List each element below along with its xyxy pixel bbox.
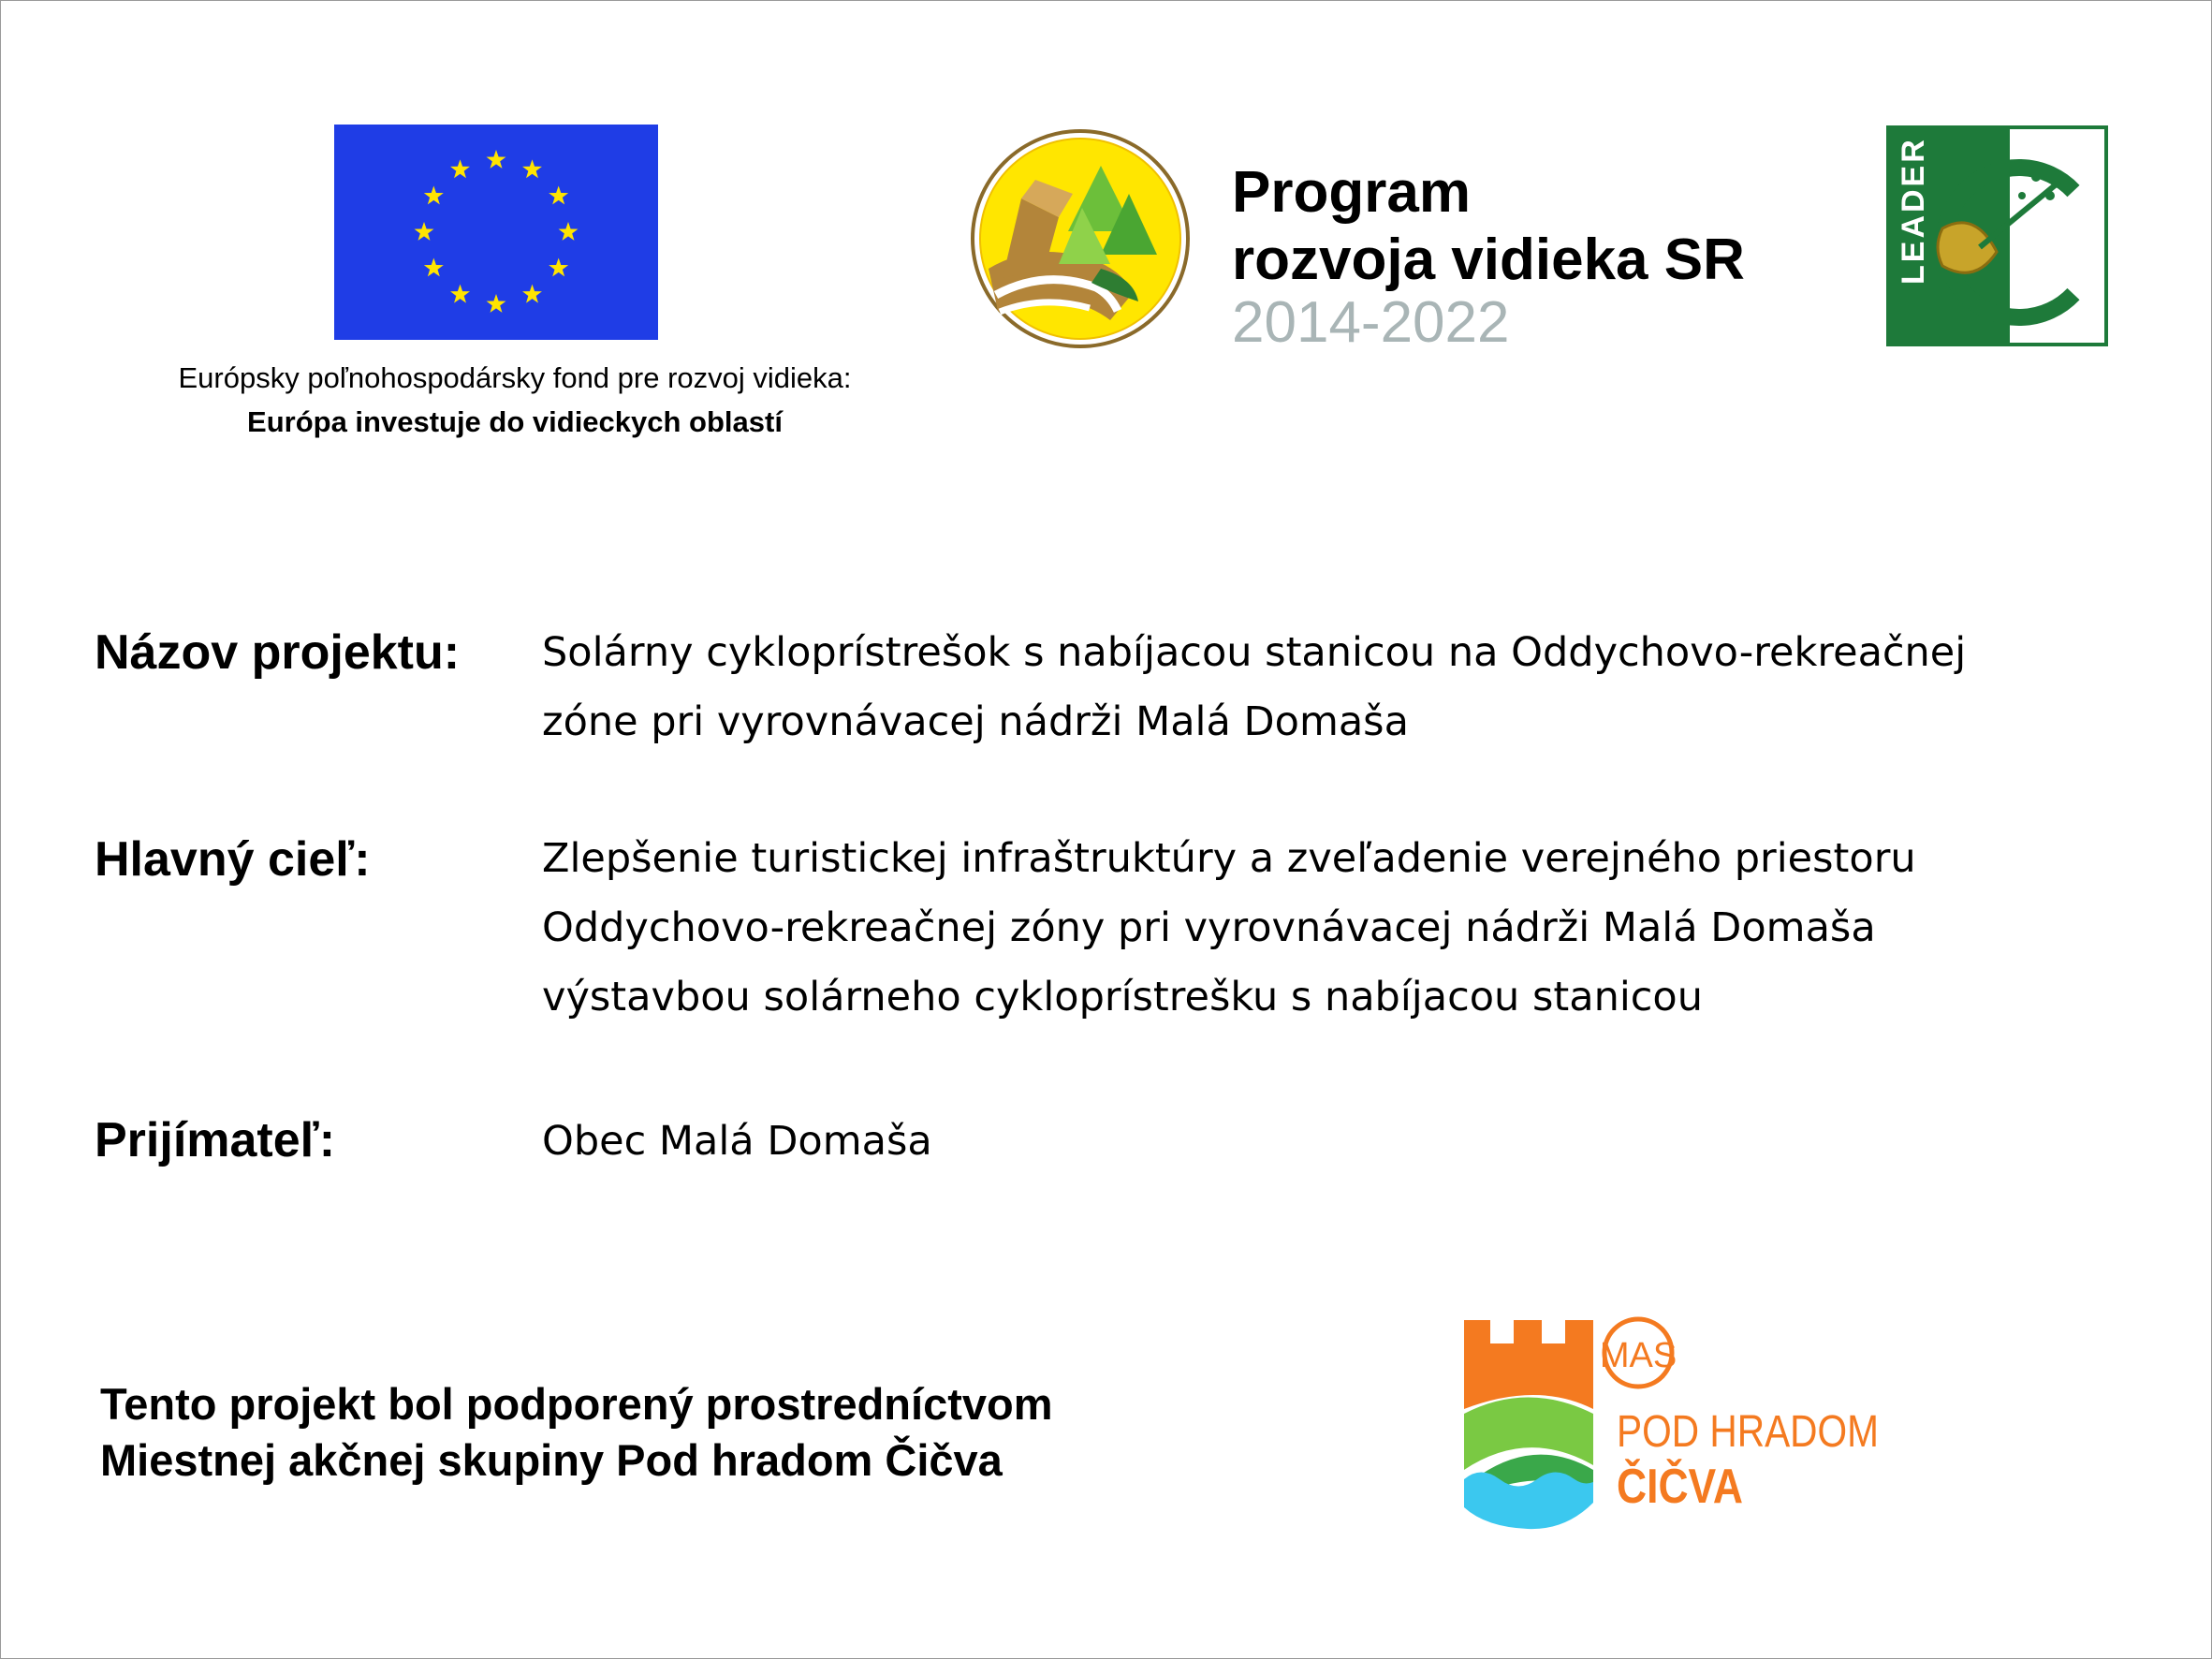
leader-text: LEADER bbox=[1896, 137, 1931, 285]
leader-logo-icon bbox=[1886, 125, 2108, 346]
mas-label: MAS bbox=[1599, 1336, 1677, 1375]
program-years: 2014-2022 bbox=[1232, 290, 1510, 355]
main-goal-label: Hlavný cieľ: bbox=[95, 832, 371, 887]
prv-emblem-icon bbox=[970, 128, 1191, 349]
main-goal-line3: výstavbou solárneho cykloprístrešku s nabíjacou stanicou bbox=[542, 974, 1703, 1020]
mas-line2: ČIČVA bbox=[1617, 1460, 1765, 1514]
mas-logo-icon bbox=[1462, 1315, 1883, 1531]
footer-note bbox=[100, 1376, 1053, 1489]
project-name-value bbox=[542, 618, 2133, 756]
eu-flag-icon bbox=[334, 125, 658, 340]
main-goal-line1: Zlepšenie turistickej infraštruktúry a zveľadenie verejného priestoru bbox=[542, 835, 1916, 882]
project-name-label: Názov projektu: bbox=[95, 625, 461, 680]
footer-line2: Miestnej akčnej skupiny Pod hradom Čičva bbox=[100, 1435, 1003, 1485]
main-goal-value bbox=[542, 824, 2133, 1032]
eu-caption-line1: Európsky poľnohospodársky fond pre rozvoj vidieka: bbox=[178, 361, 852, 394]
project-name-line1: Solárny cykloprístrešok s nabíjacou stanicou na Oddychovo-rekreačnej bbox=[542, 629, 1967, 676]
eu-caption-line2: Európa investuje do vidieckych oblastí bbox=[247, 405, 783, 438]
program-line1: Program bbox=[1232, 160, 1471, 225]
program-line2: rozvoja vidieka SR bbox=[1232, 228, 1745, 292]
recipient-label: Prijímateľ: bbox=[95, 1113, 336, 1167]
recipient-value: Obec Malá Domaša bbox=[542, 1118, 932, 1165]
main-goal-line2: Oddychovo-rekreačnej zóny pri vyrovnávacej nádrži Malá Domaša bbox=[542, 904, 1876, 951]
project-name-line2: zóne pri vyrovnávacej nádrži Malá Domaša bbox=[542, 698, 1409, 745]
mas-line1: POD HRADOM bbox=[1617, 1407, 1879, 1457]
footer-line1: Tento projekt bol podporený prostredníctvom bbox=[100, 1379, 1053, 1429]
program-title bbox=[1232, 159, 1745, 294]
